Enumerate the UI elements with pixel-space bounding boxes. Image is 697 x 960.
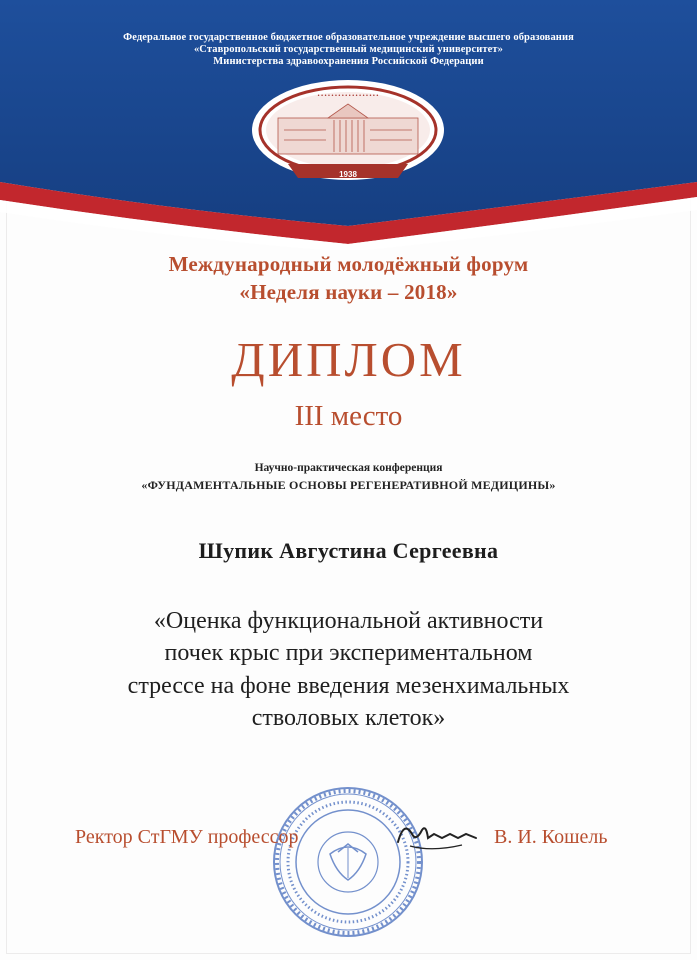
- emblem-year: 1938: [339, 170, 357, 179]
- conference-name: «ФУНДАМЕНТАЛЬНЫЕ ОСНОВЫ РЕГЕНЕРАТИВНОЙ МЕДИЦИНЫ»: [141, 478, 556, 492]
- work-title-line: стволовых клеток»: [251, 705, 446, 731]
- conference-type: Научно-практическая конференция: [254, 462, 443, 474]
- header-banner: [0, 0, 697, 250]
- forum-title: Международный молодёжный форум: [168, 252, 529, 276]
- svg-text:• • • • • • • • • • • • • • •: • • • • • • • • • • • • • • • • • •: [317, 93, 379, 99]
- rector-signature: [392, 812, 482, 857]
- recipient-name: Шупик Августина Сергеевна: [198, 538, 499, 563]
- header-university-line: «Ставропольский государственный медицинский университет»: [193, 44, 504, 55]
- work-title-line: стрессе на фоне введения мезенхимальных: [127, 673, 570, 699]
- forum-subtitle: «Неделя науки – 2018»: [239, 280, 458, 304]
- seal-stamp-icon: [268, 782, 428, 942]
- handwritten-signature-icon: [392, 812, 482, 857]
- rector-name: В. И. Кошель: [494, 826, 608, 848]
- official-seal: [268, 782, 428, 942]
- header-institution-line: Федеральное государственное бюджетное образовательное учреждение высшего образования: [123, 32, 574, 43]
- work-title-line: «Оценка функциональной активности: [153, 608, 544, 634]
- diploma-title: ДИПЛОМ: [231, 332, 466, 387]
- header-ministry-line: Министерства здравоохранения Российской Федерации: [213, 56, 484, 67]
- work-title-line: почек крыс при экспериментальном: [164, 640, 533, 666]
- rector-title: Ректор СтГМУ профессор: [75, 826, 299, 848]
- university-emblem: [248, 78, 448, 188]
- diploma-place: III место: [294, 400, 403, 432]
